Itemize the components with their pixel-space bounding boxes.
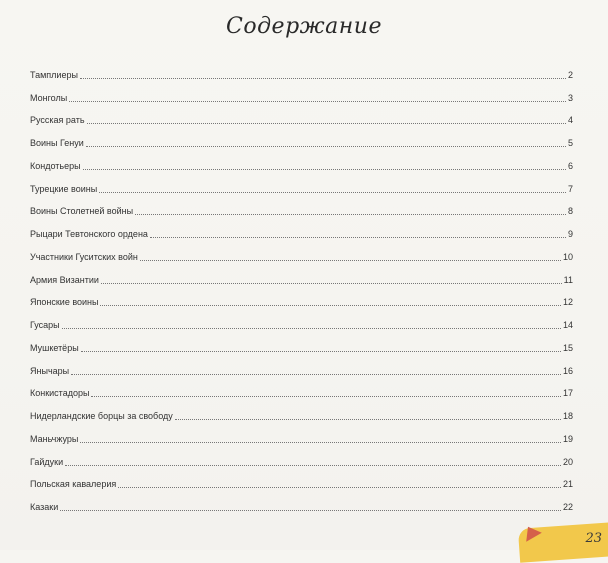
toc-entry-title: Гусары <box>30 320 60 330</box>
toc-entry-page: 20 <box>562 456 573 467</box>
toc-entry-title: Воины Столетней войны <box>30 206 134 217</box>
toc-entry[interactable] <box>30 217 573 240</box>
toc-entry[interactable] <box>30 468 573 491</box>
toc-dot-leader <box>62 328 561 329</box>
toc-dot-leader <box>60 510 561 511</box>
toc-entry-title: Нидерландские борцы за свободу <box>30 411 173 421</box>
toc-dot-leader <box>65 465 561 466</box>
table-of-contents <box>30 58 573 513</box>
toc-entry[interactable] <box>30 422 573 445</box>
toc-entry[interactable] <box>30 490 573 513</box>
toc-entry-page: 7 <box>567 183 573 194</box>
toc-dot-leader <box>99 192 566 193</box>
toc-entry[interactable] <box>30 308 573 331</box>
toc-entry[interactable] <box>30 263 573 286</box>
toc-entry-page: 12 <box>562 297 573 308</box>
toc-entry[interactable] <box>30 172 573 195</box>
toc-entry[interactable] <box>30 240 573 263</box>
toc-entry-page: 19 <box>562 433 573 444</box>
toc-entry-title: Казаки <box>30 502 59 512</box>
toc-dot-leader <box>86 146 566 147</box>
toc-entry[interactable] <box>30 399 573 422</box>
toc-entry-title: Маньчжуры <box>30 433 79 444</box>
toc-entry[interactable] <box>30 149 573 172</box>
toc-entry-page: 16 <box>562 365 573 376</box>
toc-entry[interactable] <box>30 195 573 218</box>
toc-dot-leader <box>118 487 561 488</box>
toc-entry-title: Конкистадоры <box>30 388 90 399</box>
toc-entry-page: 14 <box>562 320 573 330</box>
toc-entry-page: 8 <box>567 206 573 217</box>
toc-dot-leader <box>83 169 566 170</box>
toc-dot-leader <box>71 374 561 375</box>
toc-entry-page: 11 <box>563 274 573 285</box>
toc-entry-title: Тамплиеры <box>30 69 78 80</box>
toc-entry[interactable] <box>30 126 573 149</box>
toc-dot-leader <box>100 305 561 306</box>
toc-dot-leader <box>69 101 566 102</box>
toc-dot-leader <box>150 237 566 238</box>
toc-entry[interactable] <box>30 58 573 81</box>
toc-entry-title: Рыцари Тевтонского ордена <box>30 229 148 239</box>
toc-entry-title: Армия Византии <box>30 274 99 285</box>
toc-entry-page: 21 <box>562 479 573 490</box>
toc-dot-leader <box>135 214 566 215</box>
page-title: Содержание <box>226 14 382 39</box>
toc-dot-leader <box>80 78 566 79</box>
toc-entry[interactable] <box>30 354 573 377</box>
toc-dot-leader <box>101 283 562 284</box>
toc-entry-title: Турецкие воины <box>30 183 98 194</box>
toc-entry-title: Монголы <box>30 92 68 103</box>
toc-entry-page: 17 <box>562 388 573 399</box>
toc-entry-title: Русская рать <box>30 115 85 126</box>
toc-entry-title: Гайдуки <box>30 456 64 467</box>
toc-entry-page: 4 <box>567 115 573 126</box>
toc-entry-title: Янычары <box>30 365 70 376</box>
toc-entry-title: Воины Генуи <box>30 138 84 148</box>
toc-entry-page: 2 <box>567 69 573 80</box>
toc-entry-title: Польская кавалерия <box>30 479 117 490</box>
toc-entry-title: Участники Гуситских войн <box>30 251 138 262</box>
toc-dot-leader <box>81 351 561 352</box>
toc-dot-leader <box>87 123 566 124</box>
toc-entry-page: 5 <box>567 138 573 148</box>
toc-entry-page: 10 <box>562 251 573 262</box>
toc-entry-page: 6 <box>567 160 573 171</box>
toc-entry[interactable] <box>30 104 573 127</box>
toc-entry[interactable] <box>30 377 573 400</box>
toc-entry-title: Мушкетёры <box>30 342 79 353</box>
toc-entry-title: Кондотьеры <box>30 160 81 171</box>
toc-dot-leader <box>80 442 561 443</box>
toc-entry-page: 3 <box>567 92 573 103</box>
toc-dot-leader <box>91 396 561 397</box>
toc-entry[interactable] <box>30 81 573 104</box>
toc-entry-title: Японские воины <box>30 297 99 308</box>
toc-dot-leader <box>140 260 561 261</box>
toc-entry[interactable] <box>30 331 573 354</box>
toc-dot-leader <box>175 419 561 420</box>
toc-entry-page: 9 <box>567 229 573 239</box>
toc-entry-page: 18 <box>562 411 573 421</box>
page-number: 23 <box>585 531 602 546</box>
toc-entry[interactable] <box>30 286 573 309</box>
toc-entry[interactable] <box>30 445 573 468</box>
toc-entry-page: 22 <box>562 502 573 512</box>
toc-entry-page: 15 <box>562 342 573 353</box>
